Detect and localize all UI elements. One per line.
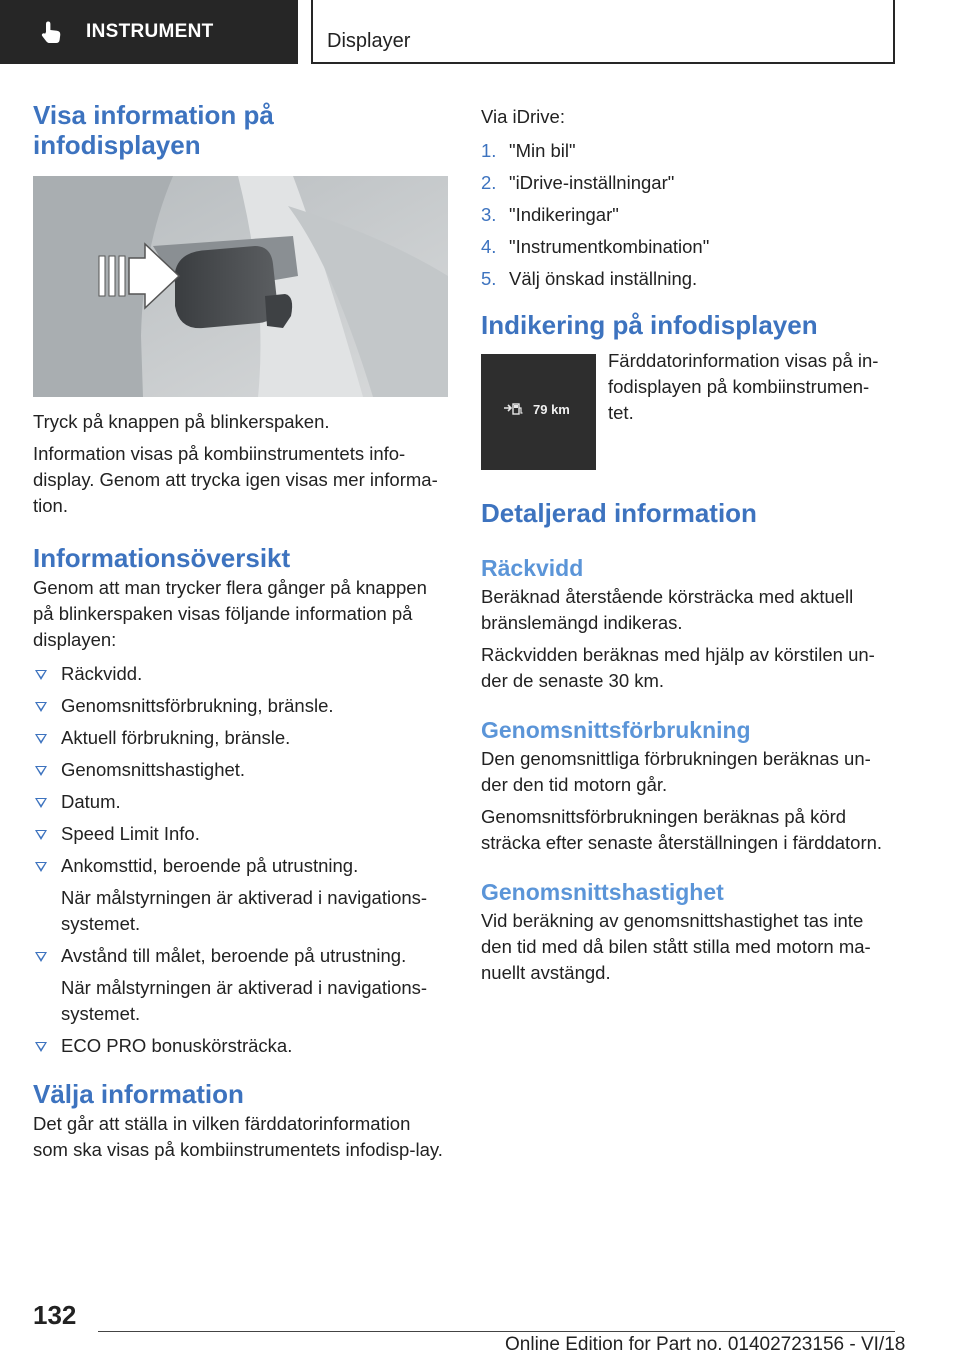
list-item: ECO PRO bonuskörsträcka. <box>33 1033 448 1059</box>
step-item: 5. Välj önskad inställning. <box>481 268 698 289</box>
section-tab <box>0 0 298 64</box>
fuel-pump-icon <box>504 404 523 414</box>
list-item-note: När målstyrningen är aktiverad i navigations-systemet. <box>61 977 428 1024</box>
right-column <box>481 100 891 986</box>
heading-details: Detaljerad information <box>481 498 757 528</box>
list-item: Ankomsttid, beroende på utrustning. När målstyrningen är aktiverad i navigations-systemet. <box>33 853 448 937</box>
list-item: Genomsnittsförbrukning, bränsle. <box>33 693 448 719</box>
left-column <box>33 100 448 1163</box>
heading-avg-speed: Genomsnittshastighet <box>481 879 724 905</box>
step-item: 2. "iDrive-inställningar" <box>481 172 675 193</box>
bullet-triangle-icon <box>35 952 47 962</box>
heading-show-info: Visa information på infodisplayen <box>33 100 274 160</box>
info-paragraph: Information visas på kombiinstrumentets info-display. Genom att trycka igen visas mer informa-tion. <box>33 443 438 516</box>
heading-avg-consumption: Genomsnittsförbrukning <box>481 717 751 743</box>
avg-consumption-paragraph-1: Den genomsnittliga förbrukningen beräknas un-der den tid motorn går. <box>481 748 871 795</box>
bullet-triangle-icon <box>35 862 47 872</box>
step-item: 3. "Indikeringar" <box>481 204 619 225</box>
avg-speed-paragraph: Vid beräkning av genomsnittshastighet tas inte den tid med då bilen stått stilla med motorn ma-nuellt avstängd. <box>481 910 871 983</box>
section-title: INSTRUMENT <box>86 21 214 42</box>
heading-indicator: Indikering på infodisplayen <box>481 310 818 340</box>
bullet-triangle-icon <box>35 798 47 808</box>
list-item: Genomsnittshastighet. <box>33 757 448 783</box>
via-idrive-label: Via iDrive: <box>481 106 565 127</box>
info-list <box>33 661 448 1059</box>
indicator-text: Färddatorinformation visas på in-fodisplayen på kombiinstrumen-tet. <box>608 350 879 423</box>
footer-divider <box>98 1331 895 1332</box>
bullet-triangle-icon <box>35 766 47 776</box>
bullet-triangle-icon <box>35 830 47 840</box>
avg-consumption-paragraph-2: Genomsnittsförbrukningen beräknas på körd sträcka efter senaste återställningen i färddatorn. <box>481 806 883 853</box>
chapter-tab <box>311 0 895 64</box>
turn-signal-lever-photo <box>33 176 448 397</box>
info-display-image <box>481 354 596 470</box>
heading-select-info: Välja information <box>33 1079 244 1109</box>
list-item: Avstånd till målet, beroende på utrustning. När målstyrningen är aktiverad i navigations-systemet. <box>33 943 448 1027</box>
heading-range: Räckvidd <box>481 555 584 581</box>
list-item: Speed Limit Info. <box>33 821 448 847</box>
heading-overview: Informationsöversikt <box>33 543 291 573</box>
select-info-paragraph: Det går att ställa in vilken färddatorinformation som ska visas på kombiinstrumentets infodisp-lay. <box>33 1113 443 1160</box>
step-item: 4. "Instrumentkombination" <box>481 236 710 257</box>
display-range-value: 79 km <box>533 402 570 417</box>
bullet-triangle-icon <box>35 734 47 744</box>
pointing-hand-icon <box>38 18 66 46</box>
overview-intro: Genom att man trycker flera gånger på knappen på blinkerspaken visas följande information på displayen: <box>33 577 427 650</box>
bullet-triangle-icon <box>35 670 47 680</box>
photo-caption: Tryck på knappen på blinkerspaken. <box>33 411 330 432</box>
lever-illustration <box>33 176 448 397</box>
list-item: Räckvidd. <box>33 661 448 687</box>
range-paragraph-1: Beräknad återstående körsträcka med aktuell bränslemängd indikeras. <box>481 586 854 633</box>
page-number: 132 <box>33 1300 77 1330</box>
bullet-triangle-icon <box>35 1042 47 1052</box>
list-item: Aktuell förbrukning, bränsle. <box>33 725 448 751</box>
list-item: Datum. <box>33 789 448 815</box>
idrive-steps <box>481 138 891 292</box>
range-paragraph-2: Räckvidden beräknas med hjälp av körstilen un-der de senaste 30 km. <box>481 644 875 691</box>
edition-text: Online Edition for Part no. 01402723156 - VI/18 <box>505 1334 906 1355</box>
bullet-triangle-icon <box>35 702 47 712</box>
chapter-title: Displayer <box>327 30 411 52</box>
step-item: 1. "Min bil" <box>481 140 576 161</box>
indicator-row <box>481 350 891 470</box>
list-item-note: När målstyrningen är aktiverad i navigations-systemet. <box>61 887 428 934</box>
